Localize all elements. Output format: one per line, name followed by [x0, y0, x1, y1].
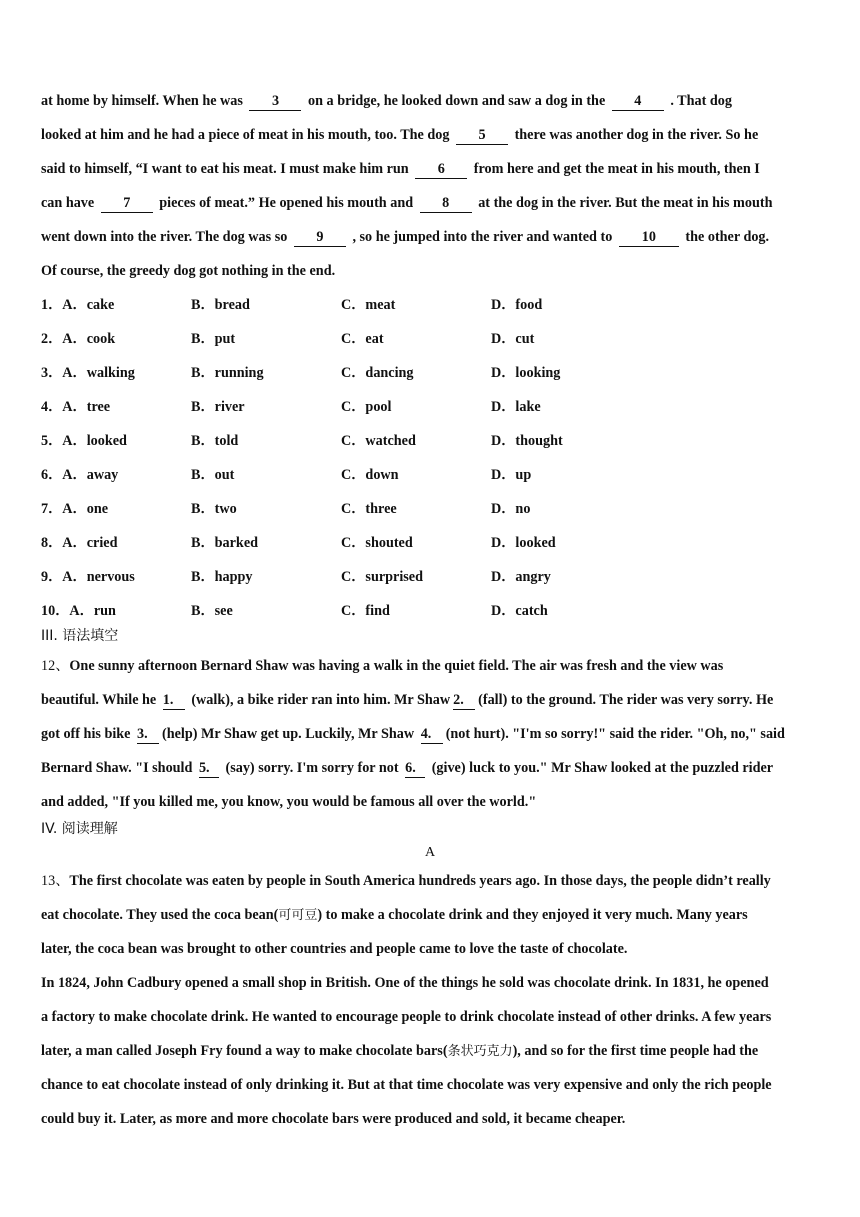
option-c: C．shouted — [341, 535, 413, 551]
q13-line-3: later, the coca bean was brought to other countries and people came to love the taste of chocolate. — [41, 941, 628, 957]
option-a: 3．A．walking — [41, 365, 135, 381]
option-a: 9．A．nervous — [41, 569, 135, 585]
blank-5: 5 — [456, 128, 508, 145]
cloze-line-6: Of course, the greedy dog got nothing in the end. — [41, 263, 336, 279]
option-c: C．watched — [341, 433, 416, 449]
option-b: B．put — [191, 331, 236, 347]
cloze-line-2: looked at him and he had a piece of meat in his mouth, too. The dog 5 there was another dog in the river. So he — [41, 127, 759, 143]
cloze-line-4: can have 7 pieces of meat.” He opened his mouth and 8 at the dog in the river. But the meat in his mouth — [41, 195, 773, 211]
q12-number: 12、 — [41, 658, 70, 674]
option-b: B．running — [191, 365, 264, 381]
blank-8: 8 — [420, 196, 472, 213]
q13-line-8: could buy it. Later, as more and more chocolate bars were produced and sold, it became cheaper. — [41, 1111, 626, 1127]
option-c: C．dancing — [341, 365, 414, 381]
option-b: B．happy — [191, 569, 253, 585]
q12-line-1: 12、One sunny afternoon Bernard Shaw was having a walk in the quiet field. The air was fresh and the view was — [41, 658, 724, 674]
option-c: C．meat — [341, 297, 396, 313]
q12-line-3: got off his bike 3. (help) Mr Shaw get up. Luckily, Mr Shaw 4. (not hurt). "I'm so sorry!" said the rider. "Oh, no," said — [41, 726, 785, 742]
cloze-line-5: went down into the river. The dog was so 9 , so he jumped into the river and wanted to 10 the other dog. — [41, 229, 770, 245]
grammar-blank-5: 5. — [199, 761, 219, 778]
option-c: C．find — [341, 603, 390, 619]
option-a: 1．A．cake — [41, 297, 115, 313]
option-d: D．no — [491, 501, 531, 517]
grammar-blank-4: 4. — [421, 727, 443, 744]
q13-line-2: eat chocolate. They used the coca bean(可可豆) to make a chocolate drink and they enjoyed it very much. Many years — [41, 907, 748, 923]
q12-line-5: and added, "If you killed me, you know, you would be famous all over the world." — [41, 794, 537, 810]
q12-line-4: Bernard Shaw. "I should 5. (say) sorry. I'm sorry for not 6. (give) luck to you." Mr Shaw looked at the puzzled rider — [41, 760, 774, 776]
q13-line-7: chance to eat chocolate instead of only drinking it. But at that time chocolate was very expensive and only the rich people — [41, 1077, 772, 1093]
blank-4: 4 — [612, 94, 664, 111]
option-d: D．cut — [491, 331, 535, 347]
grammar-blank-6: 6. — [405, 761, 425, 778]
option-b: B．told — [191, 433, 239, 449]
option-a: 6．A．away — [41, 467, 119, 483]
option-number: 6． — [41, 467, 63, 483]
q13-line-1: 13、The first chocolate was eaten by people in South America hundreds years ago. In those days, the people didn’t really — [41, 873, 771, 889]
q12-line-2: beautiful. While he 1. (walk), a bike rider ran into him. Mr Shaw 2. (fall) to the ground. The rider was very sorry. He — [41, 692, 774, 708]
option-number: 2． — [41, 331, 63, 347]
option-d: D．catch — [491, 603, 548, 619]
option-a: 2．A．cook — [41, 331, 116, 347]
blank-7: 7 — [101, 196, 153, 213]
option-d: D．looked — [491, 535, 556, 551]
blank-10: 10 — [619, 230, 679, 247]
option-d: D．angry — [491, 569, 551, 585]
grammar-blank-2: 2. — [453, 693, 475, 710]
option-number: 4． — [41, 399, 63, 415]
option-a: 8．A．cried — [41, 535, 118, 551]
option-a: 10．A．run — [41, 603, 116, 619]
option-b: B．see — [191, 603, 233, 619]
option-c: C．surprised — [341, 569, 423, 585]
blank-6: 6 — [415, 162, 467, 179]
section-4-heading: IV. 阅读理解 — [41, 821, 118, 837]
option-number: 8． — [41, 535, 63, 551]
cloze-line-1: at home by himself. When he was 3 on a bridge, he looked down and saw a dog in the 4 . That dog — [41, 93, 732, 109]
section-3-heading: III. 语法填空 — [41, 628, 119, 644]
option-b: B．out — [191, 467, 235, 483]
option-a: 7．A．one — [41, 501, 109, 517]
option-d: D．looking — [491, 365, 561, 381]
option-d: D．lake — [491, 399, 541, 415]
grammar-blank-3: 3. — [137, 727, 159, 744]
option-a: 4．A．tree — [41, 399, 111, 415]
option-c: C．eat — [341, 331, 384, 347]
option-c: C．pool — [341, 399, 392, 415]
option-d: D．up — [491, 467, 532, 483]
option-number: 5． — [41, 433, 63, 449]
option-number: 9． — [41, 569, 63, 585]
option-b: B．two — [191, 501, 237, 517]
option-b: B．river — [191, 399, 245, 415]
option-c: C．three — [341, 501, 397, 517]
option-d: D．food — [491, 297, 543, 313]
option-number: 10． — [41, 603, 70, 619]
q13-line-5: a factory to make chocolate drink. He wanted to encourage people to drink chocolate instead of other drinks. A few years — [41, 1009, 772, 1025]
option-b: B．barked — [191, 535, 259, 551]
option-b: B．bread — [191, 297, 250, 313]
cloze-line-3: said to himself, “I want to eat his meat. I must make him run 6 from here and get the meat in his mouth, then I — [41, 161, 760, 177]
passage-label: A — [424, 845, 436, 860]
q13-number: 13、 — [41, 873, 70, 889]
grammar-blank-1: 1. — [163, 693, 185, 710]
q13-line-4: In 1824, John Cadbury opened a small shop in British. One of the things he sold was chocolate drink. In 1831, he opened — [41, 975, 769, 991]
option-c: C．down — [341, 467, 399, 483]
option-number: 1． — [41, 297, 63, 313]
option-d: D．thought — [491, 433, 563, 449]
blank-3: 3 — [249, 94, 301, 111]
option-number: 7． — [41, 501, 63, 517]
q13-line-6: later, a man called Joseph Fry found a way to make chocolate bars(条状巧克力), and so for the first time people had the — [41, 1043, 759, 1059]
option-number: 3． — [41, 365, 63, 381]
blank-9: 9 — [294, 230, 346, 247]
option-a: 5．A．looked — [41, 433, 127, 449]
